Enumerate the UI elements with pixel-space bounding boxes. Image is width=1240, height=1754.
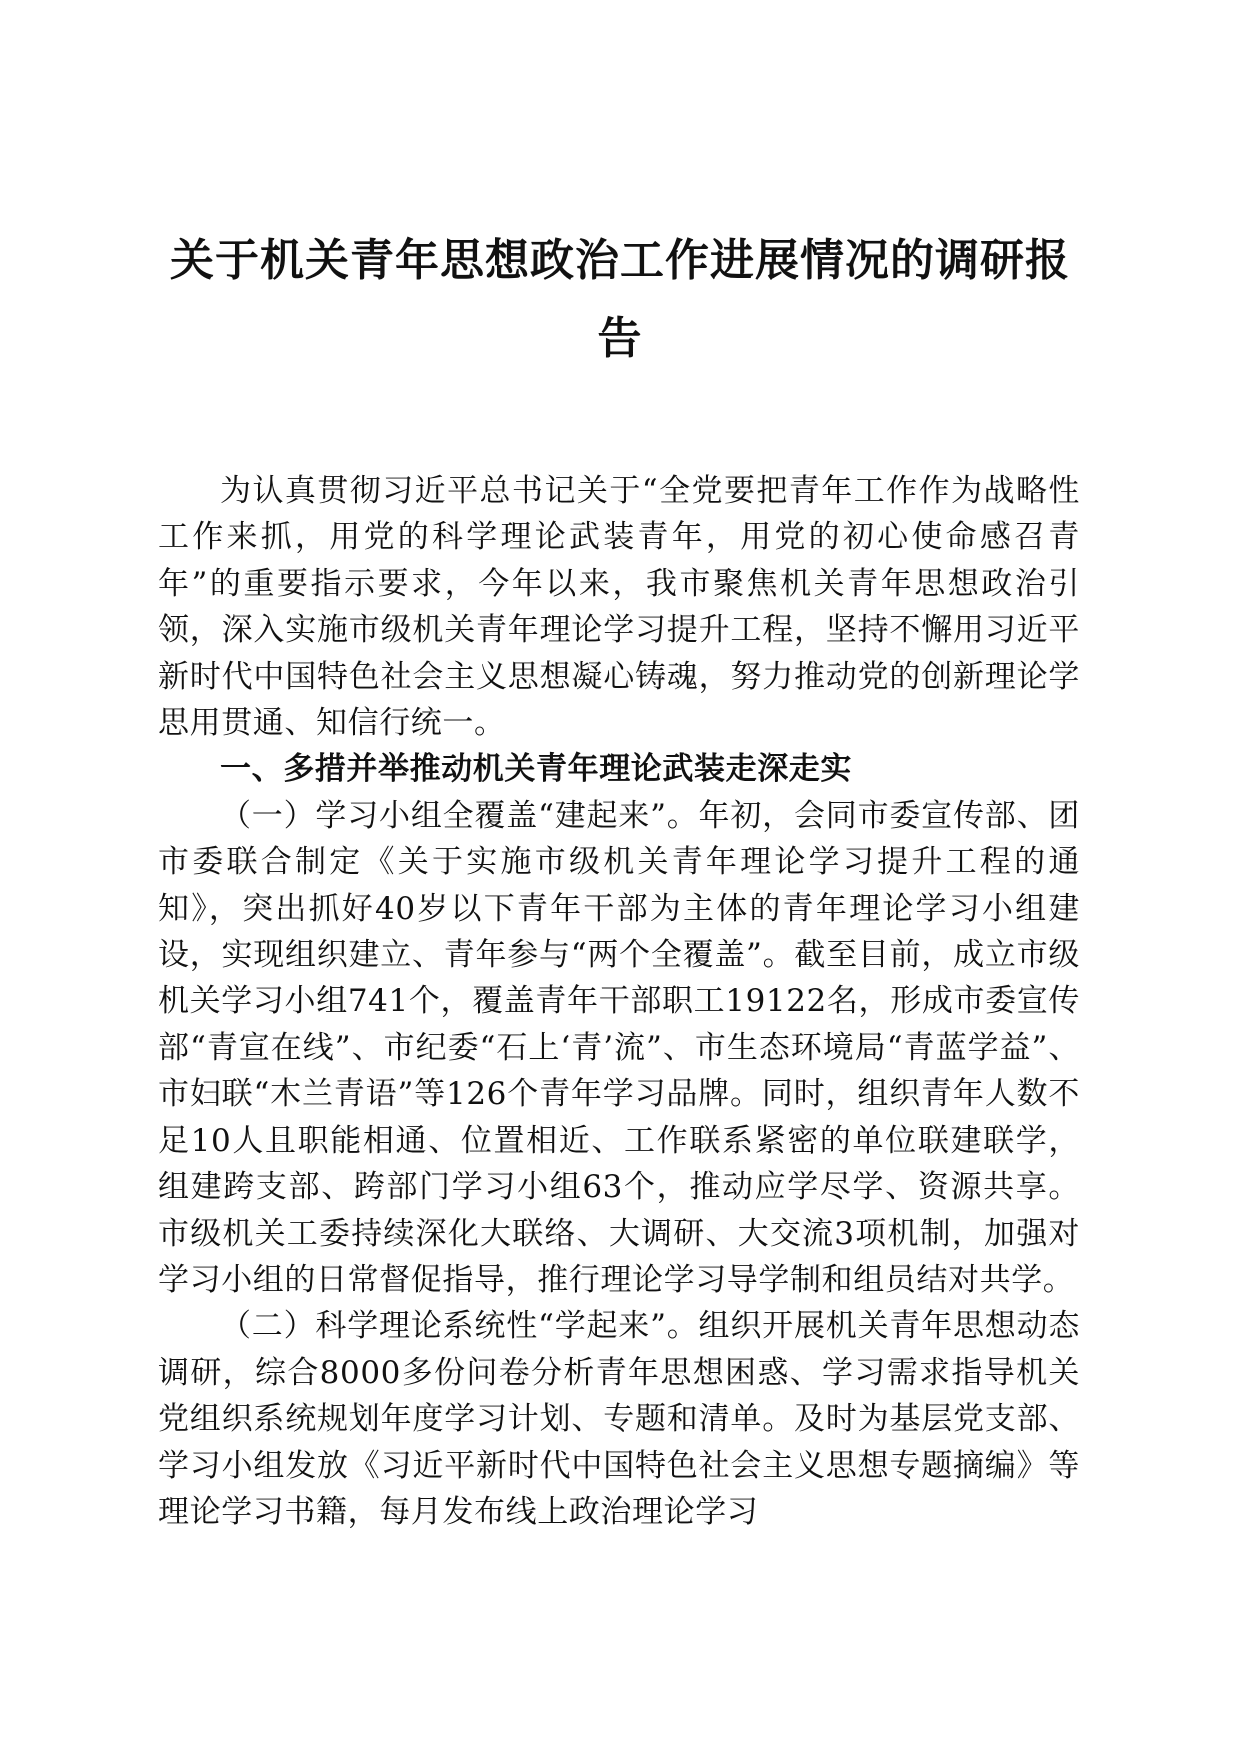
intro-paragraph: 为认真贯彻习近平总书记关于“全党要把青年工作作为战略性工作来抓，用党的科学理论武装青年，用党的初心使命感召青年”的重要指示要求，今年以来，我市聚焦机关青年思想政治引领，深入实施市级机关青年理论学习提升工程，坚持不懈用习近平新时代中国特色社会主义思想凝心铸魂，努力推动党的创新理论学思用贯通、知信行统一。 bbox=[158, 473, 1080, 742]
subsection-paragraph-2: （二）科学理论系统性“学起来”。组织开展机关青年思想动态调研，综合8000多份问卷分析青年思想困惑、学习需求指导机关党组织系统规划年度学习计划、专题和清单。及时为基层党支部、学习小组发放《习近平新时代中国特色社会主义思想专题摘编》等理论学习书籍，每月发布线上政治理论学习 bbox=[158, 1308, 1080, 1530]
document-body bbox=[158, 468, 1080, 1535]
document-title: 关于机关青年思想政治工作进展情况的调研报告 bbox=[170, 235, 1070, 364]
section-heading-1: 一、多措并举推动机关青年理论武装走深走实 bbox=[220, 751, 852, 788]
subsection-paragraph-1: （一）学习小组全覆盖“建起来”。年初，会同市委宣传部、团市委联合制定《关于实施市级机关青年理论学习提升工程的通知》，突出抓好40岁以下青年干部为主体的青年理论学习小组建设，实现组织建立、青年参与“两个全覆盖”。截至目前，成立市级机关学习小组741个，覆盖青年干部职工19122名，形成市委宣传部“青宣在线”、市纪委“石上‘青’流”、市生态环境局“青蓝学益”、市妇联“木兰青语”等126个青年学习品牌。同时，组织青年人数不足10人且职能相通、位置相近、工作联系紧密的单位联建联学，组建跨支部、跨部门学习小组63个，推动应学尽学、资源共享。市级机关工委持续深化大联络、大调研、大交流3项机制，加强对学习小组的日常督促指导，推行理论学习导学制和组员结对共学。 bbox=[158, 797, 1080, 1298]
